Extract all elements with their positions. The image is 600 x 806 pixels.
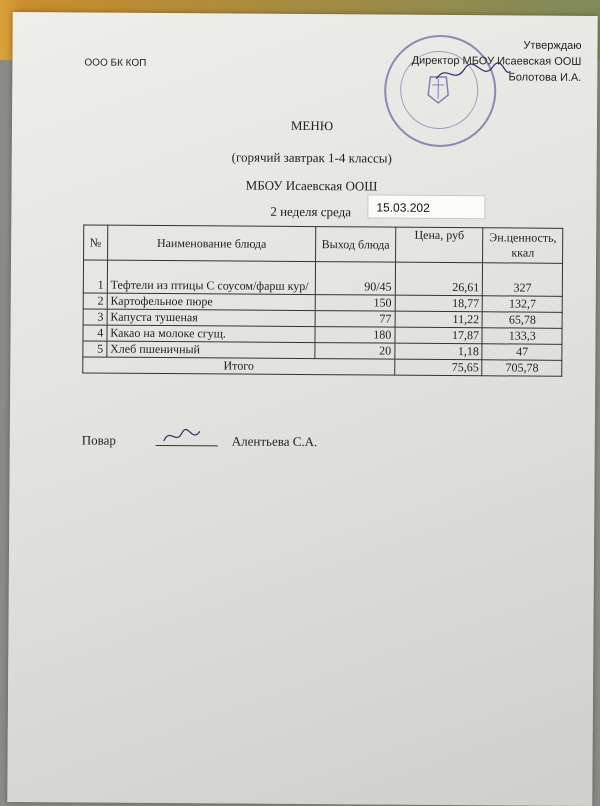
row-output: 150: [315, 295, 395, 312]
row-name: Какао на молоке сгущ.: [107, 325, 316, 342]
total-label: Итого: [83, 357, 395, 375]
header-output: Выход блюда: [316, 227, 396, 263]
row-name: Капуста тушеная: [107, 309, 316, 326]
row-num: 5: [83, 341, 107, 357]
row-energy: 327: [483, 263, 563, 297]
row-num: 1: [83, 260, 107, 293]
cook-name: Алентьева С.А.: [231, 433, 318, 450]
school-name: МБОУ Исаевская ООШ: [245, 177, 378, 194]
row-energy: 133,3: [482, 328, 562, 345]
row-name: Хлеб пшеничный: [107, 341, 316, 358]
row-num: 4: [83, 325, 107, 341]
row-name: Картофельное пюре: [107, 293, 316, 310]
row-name: Тефтели из птицы С соусом/фарш кур/: [107, 260, 316, 294]
row-num: 3: [83, 309, 107, 325]
row-price: 1,18: [395, 343, 483, 360]
row-energy: 47: [482, 344, 562, 361]
header-num: №: [84, 225, 108, 260]
meal-subtitle: (горячий завтрак 1-4 классы): [231, 149, 392, 166]
approve-position: Директор МБОУ Исаевская ООШ: [411, 54, 582, 68]
header-name: Наименование блюда: [107, 225, 316, 261]
header-energy: Эн.ценность, ккал: [483, 228, 563, 264]
total-row: [83, 357, 562, 376]
menu-title: МЕНЮ: [290, 117, 334, 134]
date-label: 15.03.202: [367, 194, 485, 219]
table-header-row: [84, 225, 563, 263]
row-output: 90/45: [316, 262, 396, 296]
row-output: 180: [315, 327, 395, 344]
approve-label: Утверждаю: [523, 39, 582, 52]
header-price: Цена, руб: [395, 227, 483, 263]
week-day: 2 неделя среда: [270, 203, 352, 220]
row-energy: 65,78: [483, 312, 563, 329]
row-price: 17,87: [395, 327, 483, 344]
row-output: 77: [315, 311, 395, 328]
row-num: 2: [83, 293, 107, 309]
approve-name: Болотова И.А.: [508, 71, 582, 84]
menu-sheet: [7, 12, 598, 806]
total-energy: 705,78: [482, 360, 562, 377]
row-output: 20: [315, 343, 395, 360]
cook-signature: [160, 425, 204, 447]
organization-name: ООО БК КОП: [84, 57, 147, 69]
table-row: [83, 260, 562, 296]
row-price: 26,61: [395, 262, 483, 296]
total-price: 75,65: [394, 359, 482, 376]
row-price: 18,77: [395, 295, 483, 312]
row-price: 11,22: [395, 311, 483, 328]
cook-label: Повар: [81, 432, 116, 448]
director-signature: [432, 59, 512, 88]
menu-table: [82, 224, 563, 376]
row-energy: 132,7: [483, 296, 563, 313]
